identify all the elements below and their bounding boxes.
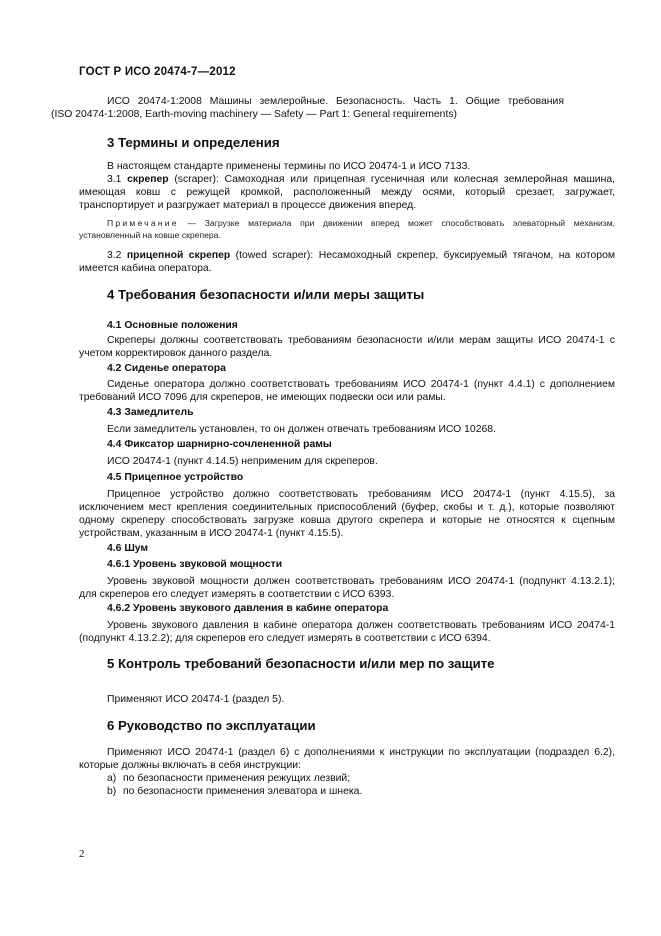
term-3-1-number: 3.1 [107, 174, 122, 185]
list-item-text: по безопасности применения режущих лезвий; [123, 773, 351, 784]
normative-reference [51, 95, 615, 121]
term-3-2-term: прицепной скрепер [126, 250, 231, 261]
term-3-1 [79, 173, 615, 212]
subsection-4-6-1-heading: 4.6.1 Уровень звуковой мощности [107, 559, 283, 570]
subsection-4-2-text: Сиденье оператора должно соответствовать требованиям ИСО 20474-1 (пункт 4.4.1) с дополнением требований ИСО 7096 для скреперов, не имеющих подвески оси или рамы. [79, 379, 615, 403]
section-4-heading: 4 Требования безопасности и/или меры защиты [107, 287, 425, 302]
subsection-4-3-text: Если замедлитель установлен, то он должен отвечать требованиям ИСО 10268. [107, 424, 496, 435]
note-text: — Загрузке материала при движении вперед может способствовать элеваторный механизм, установленный на ковше скрепера. [79, 218, 615, 240]
term-3-1-term: скрепер [127, 174, 169, 185]
subsection-4-6-2-text: Уровень звукового давления в кабине оператора должен соответствовать требованиям ИСО 20474-1 (подпункт 4.13.2.2); для скреперов его следует измерять в соответствии с ИСО 6394. [79, 620, 615, 644]
subsection-4-3-heading: 4.3 Замедлитель [107, 407, 194, 418]
reference-en: (ISO 20474-1:2008, Earth-moving machinery — Safety — Part 1: General requirements) [51, 109, 457, 120]
term-3-2-definition: (towed scraper): Несамоходный скрепер, буксируемый тягачом, на котором имеется кабина оператора. [79, 250, 616, 274]
list-item-text: по безопасности применения элеватора и шнека. [123, 786, 363, 797]
subsection-4-5-text: Прицепное устройство должно соответствовать требованиям ИСО 20474-1 (пункт 4.15.5), за исключением мест крепления соединительных приспособлений (буфер, скобы и т. д.), которые позволяют одному скреперу способствовать загрузке ковша другого скрепера и которые не относятся к сцепным устройствам, указанным в ИСО 20474-1 (пункт 4.15.5). [79, 489, 615, 539]
instruction-list [107, 772, 362, 798]
subsection-4-6-heading: 4.6 Шум [107, 543, 149, 554]
term-3-2 [79, 249, 615, 275]
subsection-4-4-heading: 4.4 Фиксатор шарнирно-сочлененной рамы [107, 439, 332, 450]
subsection-4-1-text: Скреперы должны соответствовать требованиям безопасности и/или мерам защиты ИСО 20474-1 с учетом корректировок данного раздела. [79, 335, 615, 359]
section-6-text: Применяют ИСО 20474-1 (раздел 6) с дополнениями к инструкции по эксплуатации (подраздел 6.2), которые должны включать в себя инструкции: [79, 747, 615, 771]
term-3-1-definition: (scraper): Самоходная или прицепная гусеничная или колесная землеройная машина, имеющая ковш с режущей кромкой, расположенный между осями, который срезает, загружает, транспортирует и разгружает материал в процессе движения вперед. [79, 174, 615, 211]
list-item [107, 772, 362, 785]
term-3-2-number: 3.2 [107, 250, 122, 261]
list-item [107, 785, 362, 798]
note-3-1 [79, 217, 615, 241]
subsection-4-1-heading: 4.1 Основные положения [107, 320, 238, 331]
subsection-4-2-heading: 4.2 Сиденье оператора [107, 363, 226, 374]
note-label: Примечание [107, 218, 179, 228]
section-6-heading: 6 Руководство по эксплуатации [107, 718, 316, 733]
page-number: 2 [79, 848, 85, 860]
subsection-4-4-text: ИСО 20474-1 (пункт 4.14.5) неприменим для скреперов. [107, 456, 378, 467]
standard-header: ГОСТ Р ИСО 20474-7—2012 [79, 66, 236, 78]
subsection-4-6-2-heading: 4.6.2 Уровень звукового давления в кабине оператора [107, 603, 389, 614]
subsection-4-5-heading: 4.5 Прицепное устройство [107, 472, 244, 483]
subsection-4-6-1-text: Уровень звуковой мощности должен соответствовать требованиям ИСО 20474-1 (подпункт 4.13.2.1); для скреперов его следует измерять в соответствии с ИСО 6393. [79, 576, 615, 600]
section-5-text: Применяют ИСО 20474-1 (раздел 5). [107, 694, 285, 705]
list-item-label: а) [107, 773, 117, 784]
section-3-heading: 3 Термины и определения [107, 135, 280, 150]
list-item-label: b) [107, 786, 117, 797]
section-3-intro: В настоящем стандарте применены термины по ИСО 20474-1 и ИСО 7133. [107, 161, 471, 172]
reference-ru: ИСО 20474-1:2008 Машины землеройные. Безопасность. Часть 1. Общие требования [107, 96, 564, 107]
section-5-heading: 5 Контроль требований безопасности и/или мер по защите [107, 656, 495, 671]
